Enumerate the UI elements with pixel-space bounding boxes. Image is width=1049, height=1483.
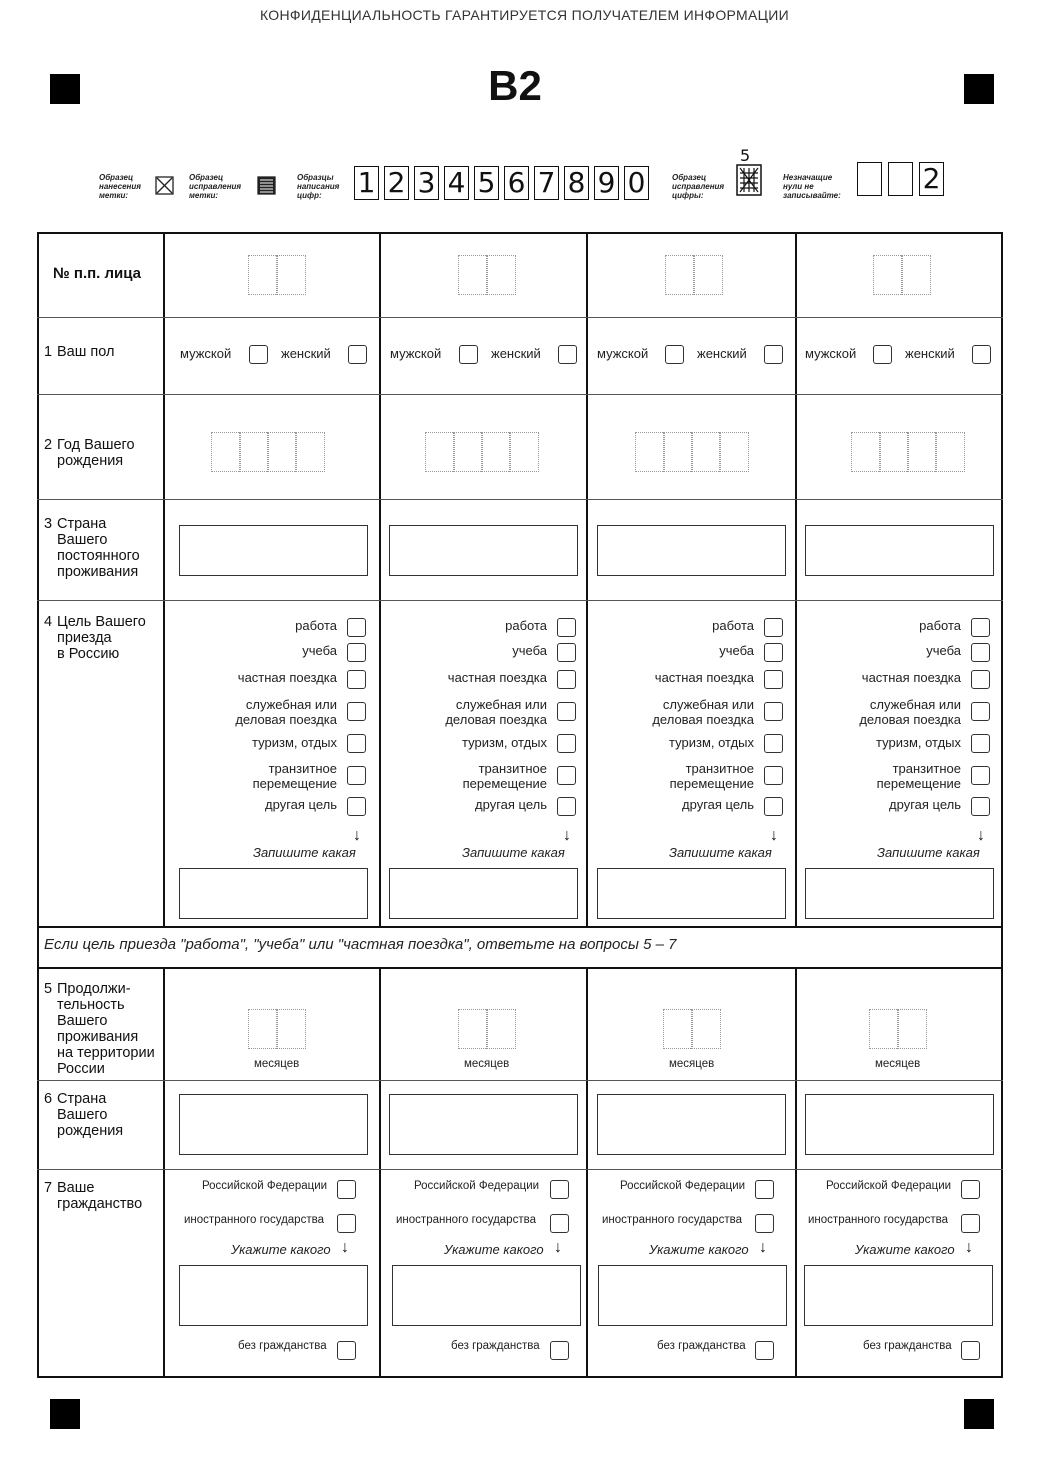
purpose-other-checkbox[interactable] <box>557 797 576 816</box>
purpose-write-label: Запишите какая <box>253 845 356 860</box>
citizenship-foreign-checkbox[interactable] <box>550 1214 569 1233</box>
citizenship-rf-checkbox[interactable] <box>755 1180 774 1199</box>
person-number-digit[interactable] <box>873 255 903 295</box>
purpose-transit-label: транзитное перемещение <box>462 761 547 791</box>
birth-year-digit[interactable] <box>295 432 325 472</box>
citizenship-foreign-label: иностранного государства <box>602 1214 742 1226</box>
digit-correction-value: 5 <box>740 146 751 165</box>
no-citizenship-checkbox[interactable] <box>550 1341 569 1360</box>
purpose-other-checkbox[interactable] <box>971 797 990 816</box>
purpose-work-label: работа <box>295 618 337 633</box>
purpose-study-label: учеба <box>512 643 547 658</box>
question-4-purpose: 4 Цель Вашего приезда в Россию <box>44 614 146 662</box>
column-divider <box>379 232 381 926</box>
purpose-other-label: другая цель <box>475 797 547 812</box>
birth-country-input[interactable] <box>597 1094 786 1155</box>
sex-male-label: мужской <box>597 346 649 361</box>
sex-female-checkbox[interactable] <box>972 345 991 364</box>
purpose-tourism-checkbox[interactable] <box>347 734 366 753</box>
purpose-write-label: Запишите какая <box>877 845 980 860</box>
purpose-business-label: служебная или деловая поездка <box>235 697 337 727</box>
duration-digit[interactable] <box>897 1009 927 1049</box>
sex-female-label: женский <box>281 346 331 361</box>
months-label: месяцев <box>669 1058 715 1070</box>
no-citizenship-checkbox[interactable] <box>961 1341 980 1360</box>
birth-year-digit[interactable] <box>239 432 269 472</box>
sample-digit: 4 <box>444 166 469 200</box>
registration-marker-bottom-right <box>964 1399 994 1429</box>
birth-year-digit[interactable] <box>907 432 937 472</box>
sex-female-label: женский <box>491 346 541 361</box>
purpose-other-input[interactable] <box>805 868 994 919</box>
citizenship-specify-label: Укажите какого <box>855 1242 955 1257</box>
arrow-down-icon: ↓ <box>554 1239 562 1256</box>
birth-year-digit[interactable] <box>635 432 665 472</box>
purpose-study-checkbox[interactable] <box>347 643 366 662</box>
sample-digit-correction-label: Образец исправления цифры: <box>672 173 725 200</box>
purpose-study-label: учеба <box>926 643 961 658</box>
months-label: месяцев <box>254 1058 300 1070</box>
purpose-tourism-label: туризм, отдых <box>252 735 337 750</box>
sample-digit: 9 <box>594 166 619 200</box>
sample-mark-icon <box>155 176 174 195</box>
citizenship-foreign-checkbox[interactable] <box>755 1214 774 1233</box>
purpose-business-checkbox[interactable] <box>347 702 366 721</box>
row-divider <box>37 1169 1003 1170</box>
question-person-number: № п.п. лица <box>53 265 142 282</box>
person-number-digit[interactable] <box>458 255 488 295</box>
citizenship-rf-label: Российской Федерации <box>620 1180 746 1192</box>
sex-female-label: женский <box>905 346 955 361</box>
purpose-private-checkbox[interactable] <box>347 670 366 689</box>
purpose-work-label: работа <box>505 618 547 633</box>
duration-digit[interactable] <box>486 1009 516 1049</box>
purpose-private-label: частная поездка <box>861 670 961 685</box>
no-citizenship-label: без гражданства <box>863 1340 952 1352</box>
column-divider <box>586 968 588 1378</box>
birth-year-digit[interactable] <box>453 432 483 472</box>
sample-digit: 3 <box>414 166 439 200</box>
purpose-business-checkbox[interactable] <box>971 702 990 721</box>
purpose-work-checkbox[interactable] <box>347 618 366 637</box>
row-divider <box>37 317 1003 318</box>
sex-female-checkbox[interactable] <box>558 345 577 364</box>
row-divider <box>37 499 1003 500</box>
purpose-tourism-label: туризм, отдых <box>876 735 961 750</box>
person-number-digit[interactable] <box>665 255 695 295</box>
citizenship-specify-label: Укажите какого <box>231 1242 331 1257</box>
no-citizenship-label: без гражданства <box>451 1340 540 1352</box>
zeros-example-box: 2 <box>919 162 944 196</box>
purpose-business-label: служебная или деловая поездка <box>445 697 547 727</box>
citizenship-country-input[interactable] <box>392 1265 581 1326</box>
person-number-digit[interactable] <box>693 255 723 295</box>
sample-digit: 5 <box>474 166 499 200</box>
purpose-transit-checkbox[interactable] <box>557 766 576 785</box>
purpose-other-input[interactable] <box>597 868 786 919</box>
residence-country-input[interactable] <box>805 525 994 576</box>
citizenship-rf-checkbox[interactable] <box>550 1180 569 1199</box>
purpose-tourism-label: туризм, отдых <box>669 735 754 750</box>
question-6-birth-country: 6 Страна Вашего рождения <box>44 1091 124 1139</box>
birth-year-digit[interactable] <box>663 432 693 472</box>
citizenship-country-input[interactable] <box>598 1265 787 1326</box>
purpose-transit-label: транзитное перемещение <box>669 761 754 791</box>
zeros-note-label: Незначащие нули не записывайте: <box>783 173 841 200</box>
purpose-transit-checkbox[interactable] <box>764 766 783 785</box>
sample-digit: 0 <box>624 166 649 200</box>
question-3-residence-country: 3 Страна Вашего постоянного проживания <box>44 516 140 580</box>
residence-country-input[interactable] <box>389 525 578 576</box>
birth-year-digit[interactable] <box>935 432 965 472</box>
purpose-study-checkbox[interactable] <box>557 643 576 662</box>
no-citizenship-label: без гражданства <box>657 1340 746 1352</box>
purpose-tourism-checkbox[interactable] <box>971 734 990 753</box>
sex-male-label: мужской <box>390 346 442 361</box>
purpose-business-label: служебная или деловая поездка <box>652 697 754 727</box>
duration-digit[interactable] <box>276 1009 306 1049</box>
purpose-work-checkbox[interactable] <box>557 618 576 637</box>
birth-country-input[interactable] <box>805 1094 994 1155</box>
purpose-study-checkbox[interactable] <box>971 643 990 662</box>
purpose-tourism-checkbox[interactable] <box>764 734 783 753</box>
citizenship-rf-checkbox[interactable] <box>337 1180 356 1199</box>
birth-year-digit[interactable] <box>509 432 539 472</box>
citizenship-rf-checkbox[interactable] <box>961 1180 980 1199</box>
sample-digit-correction-icon <box>736 164 762 196</box>
questions-5-7-instruction: Если цель приезда "работа", "учеба" или "частная поездка", ответьте на вопросы 5 – 7 <box>44 936 677 953</box>
registration-marker-bottom-left <box>50 1399 80 1429</box>
birth-year-digit[interactable] <box>879 432 909 472</box>
zeros-example-box <box>888 162 913 196</box>
purpose-private-checkbox[interactable] <box>971 670 990 689</box>
purpose-write-label: Запишите какая <box>669 845 772 860</box>
purpose-work-checkbox[interactable] <box>764 618 783 637</box>
row-divider <box>37 967 1003 969</box>
residence-country-input[interactable] <box>179 525 368 576</box>
sex-female-label: женский <box>697 346 747 361</box>
sample-mark-label: Образец нанесения метки: <box>99 173 141 200</box>
form-code: В2 <box>488 62 542 109</box>
birth-year-digit[interactable] <box>851 432 881 472</box>
column-divider <box>379 968 381 1378</box>
sex-male-checkbox[interactable] <box>459 345 478 364</box>
purpose-transit-label: транзитное перемещение <box>876 761 961 791</box>
sample-digit: 6 <box>504 166 529 200</box>
row-divider <box>37 926 1003 928</box>
row-divider <box>37 1080 1003 1081</box>
sample-digits-label: Образцы написания цифр: <box>297 173 340 200</box>
sex-male-label: мужской <box>805 346 857 361</box>
purpose-study-checkbox[interactable] <box>764 643 783 662</box>
sample-digit: 7 <box>534 166 559 200</box>
column-divider <box>795 968 797 1378</box>
arrow-down-icon: ↓ <box>977 827 985 844</box>
birth-year-digit[interactable] <box>267 432 297 472</box>
registration-marker-top-right <box>964 74 994 104</box>
column-divider <box>163 232 165 926</box>
no-citizenship-label: без гражданства <box>238 1340 327 1352</box>
citizenship-specify-label: Укажите какого <box>649 1242 749 1257</box>
residence-country-input[interactable] <box>597 525 786 576</box>
purpose-tourism-label: туризм, отдых <box>462 735 547 750</box>
sex-male-checkbox[interactable] <box>665 345 684 364</box>
row-divider <box>37 600 1003 601</box>
sample-digit: 1 <box>354 166 379 200</box>
purpose-work-label: работа <box>712 618 754 633</box>
registration-marker-top-left <box>50 74 80 104</box>
arrow-down-icon: ↓ <box>353 827 361 844</box>
sample-digit: 2 <box>384 166 409 200</box>
person-number-digit[interactable] <box>901 255 931 295</box>
sex-male-label: мужской <box>180 346 232 361</box>
row-divider <box>37 394 1003 395</box>
no-citizenship-checkbox[interactable] <box>337 1341 356 1360</box>
purpose-other-checkbox[interactable] <box>347 797 366 816</box>
birth-year-digit[interactable] <box>211 432 241 472</box>
citizenship-foreign-checkbox[interactable] <box>961 1214 980 1233</box>
arrow-down-icon: ↓ <box>965 1239 973 1256</box>
person-number-digit[interactable] <box>276 255 306 295</box>
purpose-study-label: учеба <box>302 643 337 658</box>
arrow-down-icon: ↓ <box>770 827 778 844</box>
question-7-citizenship: 7 Ваше гражданство <box>44 1180 143 1212</box>
purpose-transit-label: транзитное перемещение <box>252 761 337 791</box>
purpose-other-label: другая цель <box>265 797 337 812</box>
purpose-other-input[interactable] <box>179 868 368 919</box>
purpose-private-label: частная поездка <box>654 670 754 685</box>
purpose-other-input[interactable] <box>389 868 578 919</box>
citizenship-country-input[interactable] <box>179 1265 368 1326</box>
purpose-business-checkbox[interactable] <box>557 702 576 721</box>
birth-country-input[interactable] <box>179 1094 368 1155</box>
no-citizenship-checkbox[interactable] <box>755 1341 774 1360</box>
sex-male-checkbox[interactable] <box>249 345 268 364</box>
citizenship-rf-label: Российской Федерации <box>826 1180 952 1192</box>
citizenship-foreign-label: иностранного государства <box>396 1214 536 1226</box>
purpose-work-checkbox[interactable] <box>971 618 990 637</box>
duration-digit[interactable] <box>691 1009 721 1049</box>
months-label: месяцев <box>875 1058 921 1070</box>
birth-country-input[interactable] <box>389 1094 578 1155</box>
citizenship-foreign-label: иностранного государства <box>808 1214 948 1226</box>
duration-digit[interactable] <box>663 1009 693 1049</box>
sex-male-checkbox[interactable] <box>873 345 892 364</box>
purpose-tourism-checkbox[interactable] <box>557 734 576 753</box>
arrow-down-icon: ↓ <box>759 1239 767 1256</box>
citizenship-country-input[interactable] <box>804 1265 993 1326</box>
birth-year-digit[interactable] <box>691 432 721 472</box>
duration-digit[interactable] <box>869 1009 899 1049</box>
person-number-digit[interactable] <box>486 255 516 295</box>
duration-digit[interactable] <box>458 1009 488 1049</box>
citizenship-specify-label: Укажите какого <box>444 1242 544 1257</box>
zeros-example-box <box>857 162 882 196</box>
sex-female-checkbox[interactable] <box>764 345 783 364</box>
purpose-other-checkbox[interactable] <box>764 797 783 816</box>
duration-digit[interactable] <box>248 1009 278 1049</box>
purpose-private-checkbox[interactable] <box>557 670 576 689</box>
purpose-transit-checkbox[interactable] <box>971 766 990 785</box>
person-number-digit[interactable] <box>248 255 278 295</box>
column-divider <box>795 232 797 926</box>
birth-year-digit[interactable] <box>719 432 749 472</box>
purpose-transit-checkbox[interactable] <box>347 766 366 785</box>
arrow-down-icon: ↓ <box>563 827 571 844</box>
citizenship-rf-label: Российской Федерации <box>202 1180 328 1192</box>
confidentiality-notice: КОНФИДЕНЦИАЛЬНОСТЬ ГАРАНТИРУЕТСЯ ПОЛУЧАТЕЛЕМ ИНФОРМАЦИИ <box>259 7 789 23</box>
citizenship-foreign-label: иностранного государства <box>184 1214 324 1226</box>
sample-correction-icon <box>257 176 276 195</box>
purpose-work-label: работа <box>919 618 961 633</box>
sample-correction-label: Образец исправления метки: <box>189 173 242 200</box>
citizenship-rf-label: Российской Федерации <box>414 1180 540 1192</box>
column-divider <box>163 968 165 1378</box>
question-5-duration: 5 Продолжи- тельность Вашего проживания на территории России <box>44 981 155 1077</box>
purpose-private-label: частная поездка <box>237 670 337 685</box>
question-2-birth-year: 2 Год Вашего рождения <box>44 437 135 469</box>
purpose-write-label: Запишите какая <box>462 845 565 860</box>
arrow-down-icon: ↓ <box>341 1239 349 1256</box>
sex-female-checkbox[interactable] <box>348 345 367 364</box>
sample-digit: 8 <box>564 166 589 200</box>
citizenship-foreign-checkbox[interactable] <box>337 1214 356 1233</box>
question-1-sex: 1 Ваш пол <box>44 344 115 360</box>
months-label: месяцев <box>464 1058 510 1070</box>
purpose-study-label: учеба <box>719 643 754 658</box>
purpose-private-label: частная поездка <box>447 670 547 685</box>
birth-year-digit[interactable] <box>481 432 511 472</box>
purpose-other-label: другая цель <box>682 797 754 812</box>
purpose-business-checkbox[interactable] <box>764 702 783 721</box>
birth-year-digit[interactable] <box>425 432 455 472</box>
purpose-private-checkbox[interactable] <box>764 670 783 689</box>
purpose-business-label: служебная или деловая поездка <box>859 697 961 727</box>
purpose-other-label: другая цель <box>889 797 961 812</box>
column-divider <box>586 232 588 926</box>
